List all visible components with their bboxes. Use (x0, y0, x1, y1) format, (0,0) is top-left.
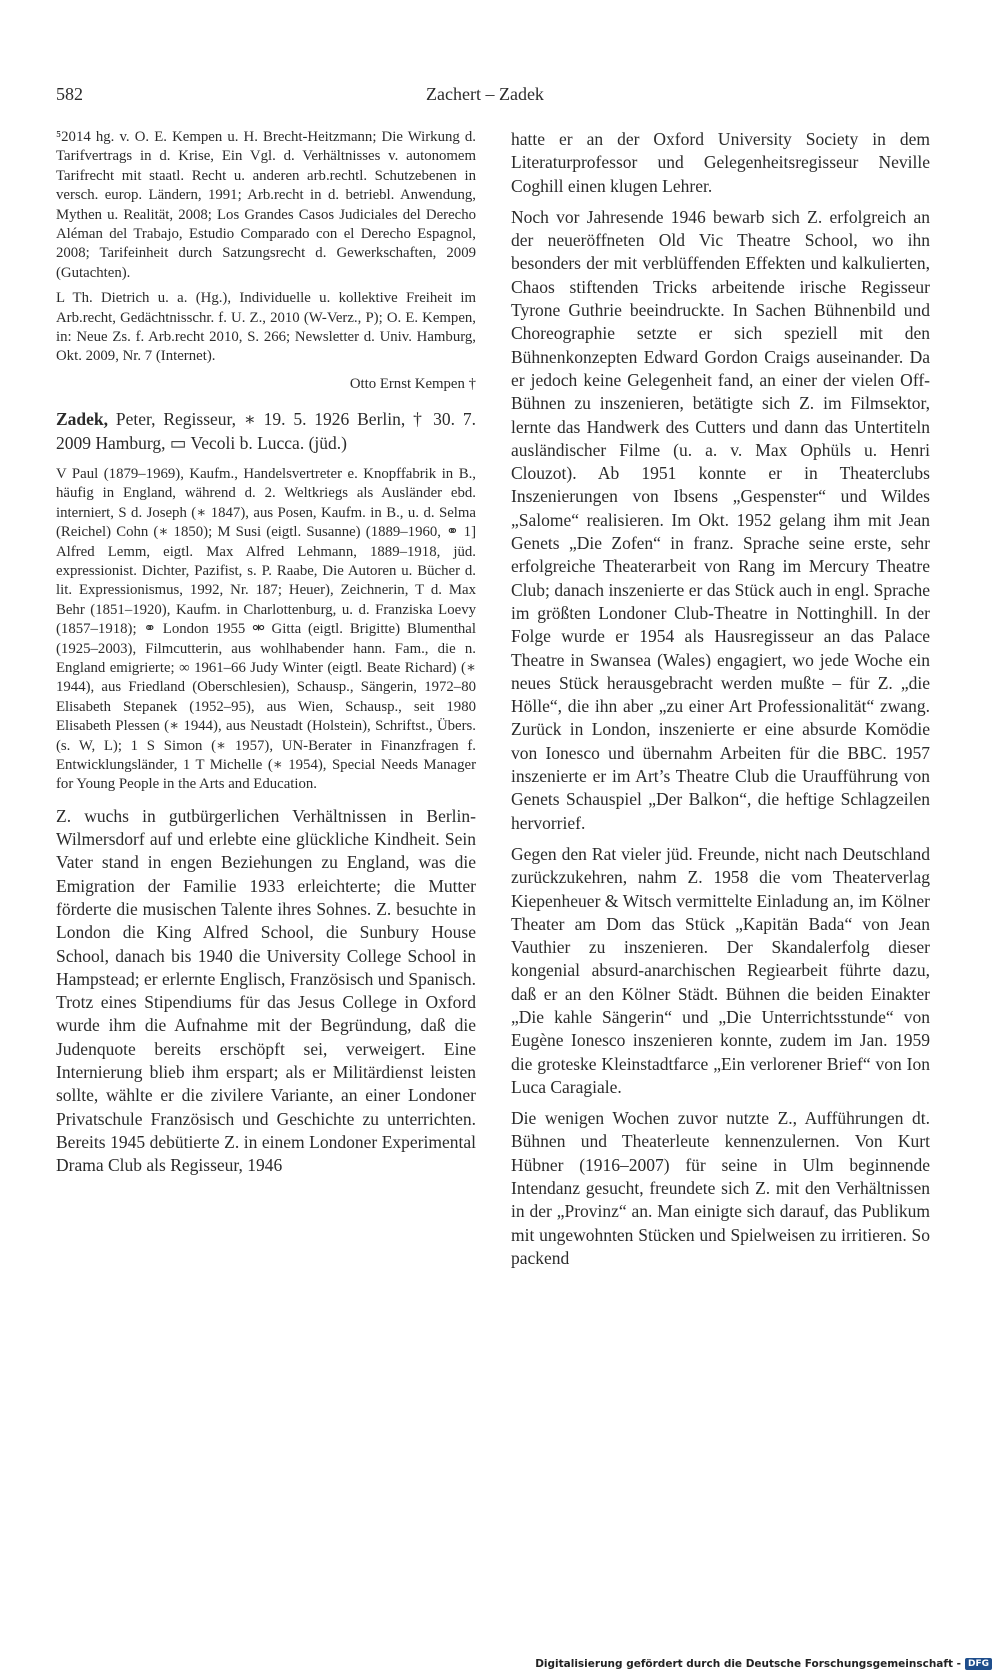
biography-paragraph-3: Gegen den Rat vieler jüd. Freunde, nicht nach Deutschland zurückzukehren, nahm Z. 1958 die vom Theaterverlag Kiepenheuer & Witsch vermittelte Einladung an, im Kölner Theater am Dom das Stück „Kapitän Bada“ von Jean Vauthier zu inszenieren. Der Skandalerfolg dieser kongenial absurd-anarchischen Regiearbeit führte dazu, daß er an den Kölner Städt. Bühnen die beiden Einakter „Die kahle Sängerin“ und „Die Unterrichtsstunde“ von Eugène Ionesco inszenieren konnte, zudem im Jan. 1959 die groteske Kleinstadtfarce „Ein verlorener Brief“ von Ion Luca Caragiale. (511, 843, 930, 1097)
running-head: Zachert – Zadek (426, 84, 544, 104)
page-number: 582 (56, 84, 83, 104)
entry-heading (56, 408, 476, 455)
page-header (56, 84, 930, 112)
entry-name: Zadek, (56, 409, 109, 430)
literature-section: L Th. Dietrich u. a. (Hg.), Individuelle u. kollektive Freiheit im Arb.recht, Gedächtnisschr. f. U. Z., 2010 (W-Verz., P); O. E. Kempen, in: Neue Zs. f. Arb.recht 2010, S. 266; Newsletter d. Univ. Hamburg, Okt. 2009, Nr. 7 (Internet). (56, 290, 476, 365)
biography-paragraph-1: hatte er an der Oxford University Society in dem Literaturprofessor und Gelegenheitsregisseur Neville Coghill einen klugen Lehrer. (511, 129, 930, 196)
digitization-footer (535, 1656, 992, 1672)
author-signature: Otto Ernst Kempen † (349, 375, 476, 392)
footer-text: Digitalisierung gefördert durch die Deutsche Forschungsgemeinschaft - (535, 1658, 961, 1670)
biography-paragraph-2: Noch vor Jahresende 1946 bewarb sich Z. erfolgreich an der neueröffneten Old Vic Theatre School, wo ihn besonders der mit verblüffenden Effekten und kalkulierten, Chaos stiftenden Tricks arbeitende irische Regisseur Tyrone Guthrie beeindruckte. In Sachen Bühnenbild und Choreographie setzte er sich speziell mit den Bühnenkonzepten Edward Gordon Craigs auseinander. Da er jedoch keine Gelegenheit fand, an einer der vielen Off-Bühnen zu inszenieren, betätigte sich Z. im Filmsektor, lernte das Handwerk des Cutters und dann das Untertiteln ausländischer Filme (u. a. v. Max Ophüls u. Henri Clouzot). Ab 1951 konnte er in Theaterclubs Inszenierungen von Ibsens „Gespenster“ und Wildes „Salome“ realisieren. Im Okt. 1952 gelang ihm mit Jean Genets „Die Zofen“ in franz. Sprache seine erste, sehr erfolgreiche Theaterarbeit von Rang im Mercury Theatre Club; danach inszenierte er das Stück auch in engl. Sprache im größten Londoner Club-Theatre in Nottinghill. In der Folge wurde er 1954 als Hausregisseur an das Palace Theatre in Swansea (Wales) engagiert, wo jede Woche ein neues Stück herausgebracht werden mußte – für Z. „die Hölle“, die ihn aber „zu einer Art Professionalität“ zwang. Zurück in London, inszenierte er eine absurde Komödie von Ionesco und übernahm Arbeiten für die BBC. 1957 inszenierte er im Art’s Theatre Club die Uraufführung von Genets Schauspiel „Der Balkon“, die heftige Schlagzeilen hervorrief. (511, 206, 930, 833)
genealogy-section: V Paul (1879–1969), Kaufm., Handelsvertreter e. Knopffabrik in B., häufig in England, während d. 2. Weltkriegs als Ausländer ebd. interniert, S d. Joseph (∗ 1847), aus Posen, Kaufm. in B., u. d. Selma (Reichel) Cohn (∗ 1850); M Susi (eigtl. Susanne) (1889–1960, ⚭ 1] Alfred Lemm, eigtl. Max Alfred Lehmann, 1889–1918, jüd. expressionist. Dichter, Pazifist, s. P. Raabe, Die Autoren u. Bücher d. lit. Expressionismus, 1992, Nr. 187; Heuer), Zeichnerin, T d. Max Behr (1851–1920), Kaufm. in Charlottenburg, u. d. Franziska Loevy (1857–1918); ⚭ London 1955 ⚮ Gitta (eigtl. Brigitte) Blumenthal (1925–2003), Filmcutterin, aus wohlhabender hann. Fam., die n. England emigrierte; ∞ 1961–66 Judy Winter (eigtl. Beate Richard) (∗ 1944), aus Friedland (Oberschlesien), Schausp., Sängerin, 1972–80 Elisabeth Stepanek (1952–95), aus Wien, Schausp., seit 1980 Elisabeth Plessen (∗ 1944), aus Neustadt (Holstein), Schriftst., Übers. (s. W, L); 1 S Simon (∗ 1957), UN-Berater in Finanzfragen f. Entwicklungsländer, 1 T Michelle (∗ 1954), Special Needs Manager for Young People in the Arts and Education. (56, 465, 476, 793)
dfg-logo: DFG (965, 1658, 992, 1670)
biography-paragraph-4: Die wenigen Wochen zuvor nutzte Z., Aufführungen dt. Bühnen und Theaterleute kennenzulernen. Von Kurt Hübner (1916–2007) für seine in Ulm beginnende Intendanz gesucht, freundete sich Z. mit den Verhältnissen in der „Provinz“ an. Man einigte sich darauf, das Publikum mit ungewohnten Stücken und Spielweisen zu irritieren. So packend (511, 1108, 930, 1268)
left-column (56, 128, 476, 1178)
entry-head-details: Peter, Regisseur, ∗ 19. 5. 1926 Berlin, † 30. 7. 2009 Hamburg, ▭ Vecoli b. Lucca. (jüd.) (56, 409, 476, 453)
biography-paragraph: Z. wuchs in gutbürgerlichen Verhältnissen in Berlin-Wilmersdorf auf und erlebte eine glückliche Kindheit. Sein Vater stand in engen Beziehungen zu England, was die Emigration der Familie 1933 erleichterte; die Mutter förderte die musischen Talente ihres Sohnes. Z. besuchte in London die King Alfred School, die Sunbury House School, danach bis 1940 die University College School in Hampstead; er erlernte Englisch, Französisch und Spanisch. Trotz eines Stipendiums für das Jesus College in Oxford wurde ihm die Aufnahme mit der Begründung, daß die Judenquote bereits erschöpft sei, verweigert. Eine Internierung blieb ihm erspart; als er Militärdienst leisten sollte, wählte er die zivilere Variante, an einer Londoner Privatschule Französisch und Geschichte zu unterrichten. Bereits 1945 debütierte Z. in einem Londoner Experimental Drama Club als Regisseur, 1946 (56, 805, 476, 1176)
right-column (511, 128, 930, 1270)
works-list-continued: ⁵2014 hg. v. O. E. Kempen u. H. Brecht-Heitzmann; Die Wirkung d. Tarifvertrags in d. Krise, Ein Vgl. d. Verhältnisses v. autonomem Tarifrecht mit staatl. Recht u. anderen arb.rechtl. Schutzebenen in versch. europ. Ländern, 1991; Arb.recht in d. betriebl. Anwendung, Mythen u. Realität, 2008; Los Grandes Casos Judiciales del Derecho Aléman del Trabajo, Estudio Comparado con el Derecho Espagnol, 2008; Tarifeinheit durch Satzungsrecht d. Gewerkschaften, 2009 (Gutachten). (56, 129, 476, 281)
